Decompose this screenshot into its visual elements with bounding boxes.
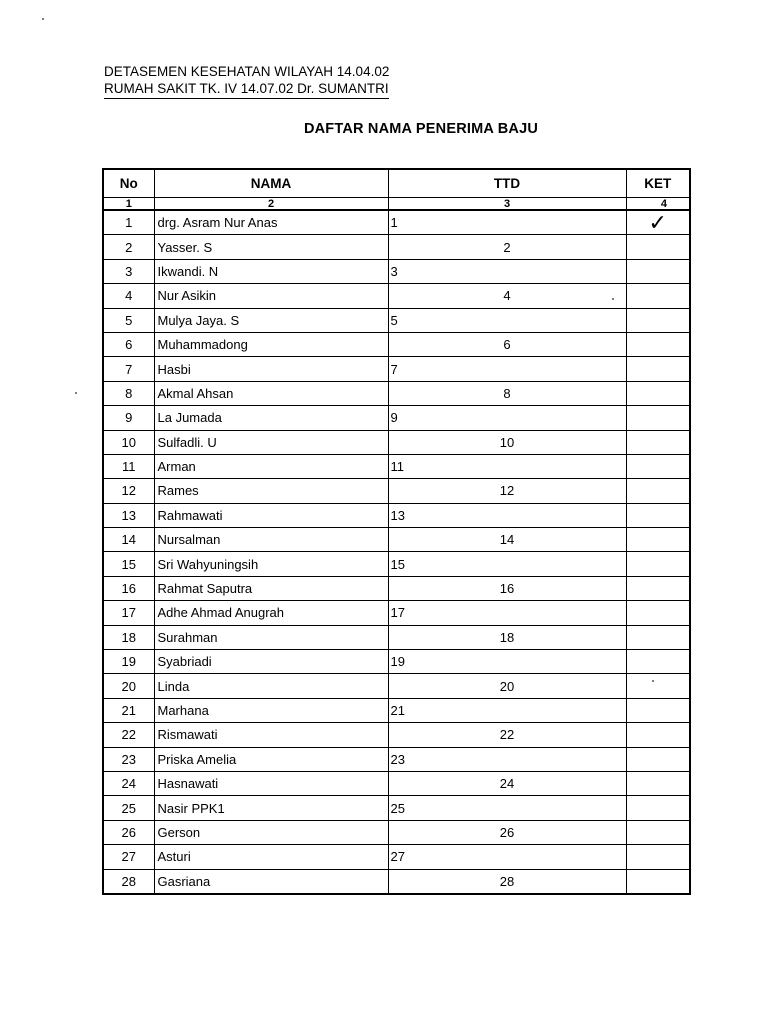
row-number: 26: [103, 820, 154, 844]
remark-cell: [626, 698, 690, 722]
recipient-name: Gasriana: [154, 869, 388, 894]
remark-cell: [626, 284, 690, 308]
signature-cell: 14: [388, 528, 626, 552]
signature-cell: 16: [388, 576, 626, 600]
remark-cell: [626, 454, 690, 478]
row-number: 16: [103, 576, 154, 600]
recipient-name: Rahmawati: [154, 503, 388, 527]
column-number-1: 1: [103, 198, 154, 211]
remark-cell: [626, 332, 690, 356]
signature-cell: 19: [388, 650, 626, 674]
column-header-no: No: [103, 169, 154, 198]
remark-cell: [626, 674, 690, 698]
header-unit-name: DETASEMEN KESEHATAN WILAYAH 14.04.02: [104, 64, 390, 79]
signature-cell: 22: [388, 723, 626, 747]
column-number-4: 4: [626, 198, 690, 211]
table-row: [103, 210, 690, 235]
remark-cell: [626, 625, 690, 649]
table-row: [103, 698, 690, 722]
recipient-name: Sri Wahyuningsih: [154, 552, 388, 576]
remark-cell: [626, 430, 690, 454]
table-row: [103, 430, 690, 454]
table-row: [103, 869, 690, 894]
table-row: [103, 503, 690, 527]
remark-cell: [626, 357, 690, 381]
table-row: [103, 308, 690, 332]
signature-cell: 13: [388, 503, 626, 527]
row-number: 3: [103, 259, 154, 283]
row-number: 18: [103, 625, 154, 649]
row-number: 22: [103, 723, 154, 747]
table-row: [103, 357, 690, 381]
row-number: 21: [103, 698, 154, 722]
signature-cell: 6: [388, 332, 626, 356]
table-row: [103, 796, 690, 820]
column-header-ttd: TTD: [388, 169, 626, 198]
remark-cell: [626, 576, 690, 600]
row-number: 15: [103, 552, 154, 576]
table-row: [103, 820, 690, 844]
table-row: [103, 259, 690, 283]
table-row: [103, 650, 690, 674]
row-number: 12: [103, 479, 154, 503]
recipient-name: Rismawati: [154, 723, 388, 747]
table-row: [103, 674, 690, 698]
recipient-name: La Jumada: [154, 406, 388, 430]
scan-speck: [42, 18, 44, 20]
row-number: 4: [103, 284, 154, 308]
remark-cell: [626, 845, 690, 869]
column-number-row: [103, 198, 690, 211]
column-number-2: 2: [154, 198, 388, 211]
signature-cell: 4: [388, 284, 626, 308]
recipient-name: Mulya Jaya. S: [154, 308, 388, 332]
recipient-name: Rahmat Saputra: [154, 576, 388, 600]
remark-cell: [626, 552, 690, 576]
remark-cell: [626, 796, 690, 820]
recipient-name: Ikwandi. N: [154, 259, 388, 283]
remark-cell: [626, 259, 690, 283]
scan-speck: [75, 392, 77, 394]
scan-speck: [652, 680, 654, 682]
signature-cell: 8: [388, 381, 626, 405]
recipient-name: Nursalman: [154, 528, 388, 552]
recipient-name: Akmal Ahsan: [154, 381, 388, 405]
signature-cell: 24: [388, 771, 626, 795]
signature-cell: 21: [388, 698, 626, 722]
recipient-name: Arman: [154, 454, 388, 478]
recipient-name: Gerson: [154, 820, 388, 844]
recipient-name: Yasser. S: [154, 235, 388, 259]
recipient-name: Rames: [154, 479, 388, 503]
table-row: [103, 479, 690, 503]
recipient-name: Hasbi: [154, 357, 388, 381]
recipient-name: Nur Asikin: [154, 284, 388, 308]
recipient-name: Asturi: [154, 845, 388, 869]
document-title: DAFTAR NAMA PENERIMA BAJU: [303, 121, 539, 137]
header-hospital-name: RUMAH SAKIT TK. IV 14.07.02 Dr. SUMANTRI: [104, 80, 389, 99]
row-number: 1: [103, 210, 154, 235]
remark-cell: [626, 601, 690, 625]
remark-cell: [626, 820, 690, 844]
remark-cell: [626, 479, 690, 503]
remark-cell: [626, 528, 690, 552]
table-row: [103, 771, 690, 795]
recipient-name: drg. Asram Nur Anas: [154, 210, 388, 235]
signature-cell: 18: [388, 625, 626, 649]
signature-cell: 11: [388, 454, 626, 478]
recipient-name: Surahman: [154, 625, 388, 649]
signature-cell: 1: [388, 210, 626, 235]
table-row: [103, 454, 690, 478]
table-row: [103, 284, 690, 308]
row-number: 17: [103, 601, 154, 625]
recipient-name: Nasir PPK1: [154, 796, 388, 820]
signature-cell: 23: [388, 747, 626, 771]
table-header-row: [103, 169, 690, 198]
column-header-nama: NAMA: [154, 169, 388, 198]
row-number: 24: [103, 771, 154, 795]
signature-cell: 3: [388, 259, 626, 283]
row-number: 23: [103, 747, 154, 771]
recipient-name: Syabriadi: [154, 650, 388, 674]
recipient-name: Marhana: [154, 698, 388, 722]
table-row: [103, 235, 690, 259]
row-number: 10: [103, 430, 154, 454]
row-number: 20: [103, 674, 154, 698]
signature-cell: 17: [388, 601, 626, 625]
remark-cell: [626, 210, 690, 235]
row-number: 7: [103, 357, 154, 381]
remark-cell: [626, 771, 690, 795]
signature-cell: 20: [388, 674, 626, 698]
table-row: [103, 845, 690, 869]
remark-cell: [626, 503, 690, 527]
signature-cell: 12: [388, 479, 626, 503]
recipient-name: Priska Amelia: [154, 747, 388, 771]
row-number: 14: [103, 528, 154, 552]
table-row: [103, 601, 690, 625]
recipient-name: Linda: [154, 674, 388, 698]
row-number: 19: [103, 650, 154, 674]
table-row: [103, 723, 690, 747]
table-row: [103, 528, 690, 552]
remark-cell: [626, 308, 690, 332]
table-row: [103, 552, 690, 576]
signature-cell: 15: [388, 552, 626, 576]
checkmark-icon: ✓: [648, 209, 667, 235]
remark-cell: [626, 747, 690, 771]
scan-speck: [612, 298, 614, 300]
table-row: [103, 625, 690, 649]
signature-cell: 5: [388, 308, 626, 332]
column-number-3: 3: [388, 198, 626, 211]
table-row: [103, 747, 690, 771]
recipient-name: Sulfadli. U: [154, 430, 388, 454]
row-number: 11: [103, 454, 154, 478]
remark-cell: [626, 406, 690, 430]
row-number: 13: [103, 503, 154, 527]
recipient-name: Adhe Ahmad Anugrah: [154, 601, 388, 625]
row-number: 27: [103, 845, 154, 869]
remark-cell: [626, 723, 690, 747]
signature-cell: 2: [388, 235, 626, 259]
signature-cell: 28: [388, 869, 626, 894]
recipient-name: Muhammadong: [154, 332, 388, 356]
document-header: [104, 63, 389, 99]
row-number: 9: [103, 406, 154, 430]
table-row: [103, 381, 690, 405]
recipient-table: [102, 168, 691, 895]
row-number: 8: [103, 381, 154, 405]
signature-cell: 10: [388, 430, 626, 454]
row-number: 25: [103, 796, 154, 820]
signature-cell: 25: [388, 796, 626, 820]
signature-cell: 26: [388, 820, 626, 844]
remark-cell: [626, 650, 690, 674]
signature-cell: 7: [388, 357, 626, 381]
signature-cell: 27: [388, 845, 626, 869]
table-row: [103, 406, 690, 430]
column-header-ket: KET: [626, 169, 690, 198]
signature-cell: 9: [388, 406, 626, 430]
table-row: [103, 576, 690, 600]
remark-cell: [626, 235, 690, 259]
row-number: 5: [103, 308, 154, 332]
row-number: 2: [103, 235, 154, 259]
row-number: 28: [103, 869, 154, 894]
remark-cell: [626, 381, 690, 405]
recipient-name: Hasnawati: [154, 771, 388, 795]
row-number: 6: [103, 332, 154, 356]
remark-cell: [626, 869, 690, 894]
table-row: [103, 332, 690, 356]
